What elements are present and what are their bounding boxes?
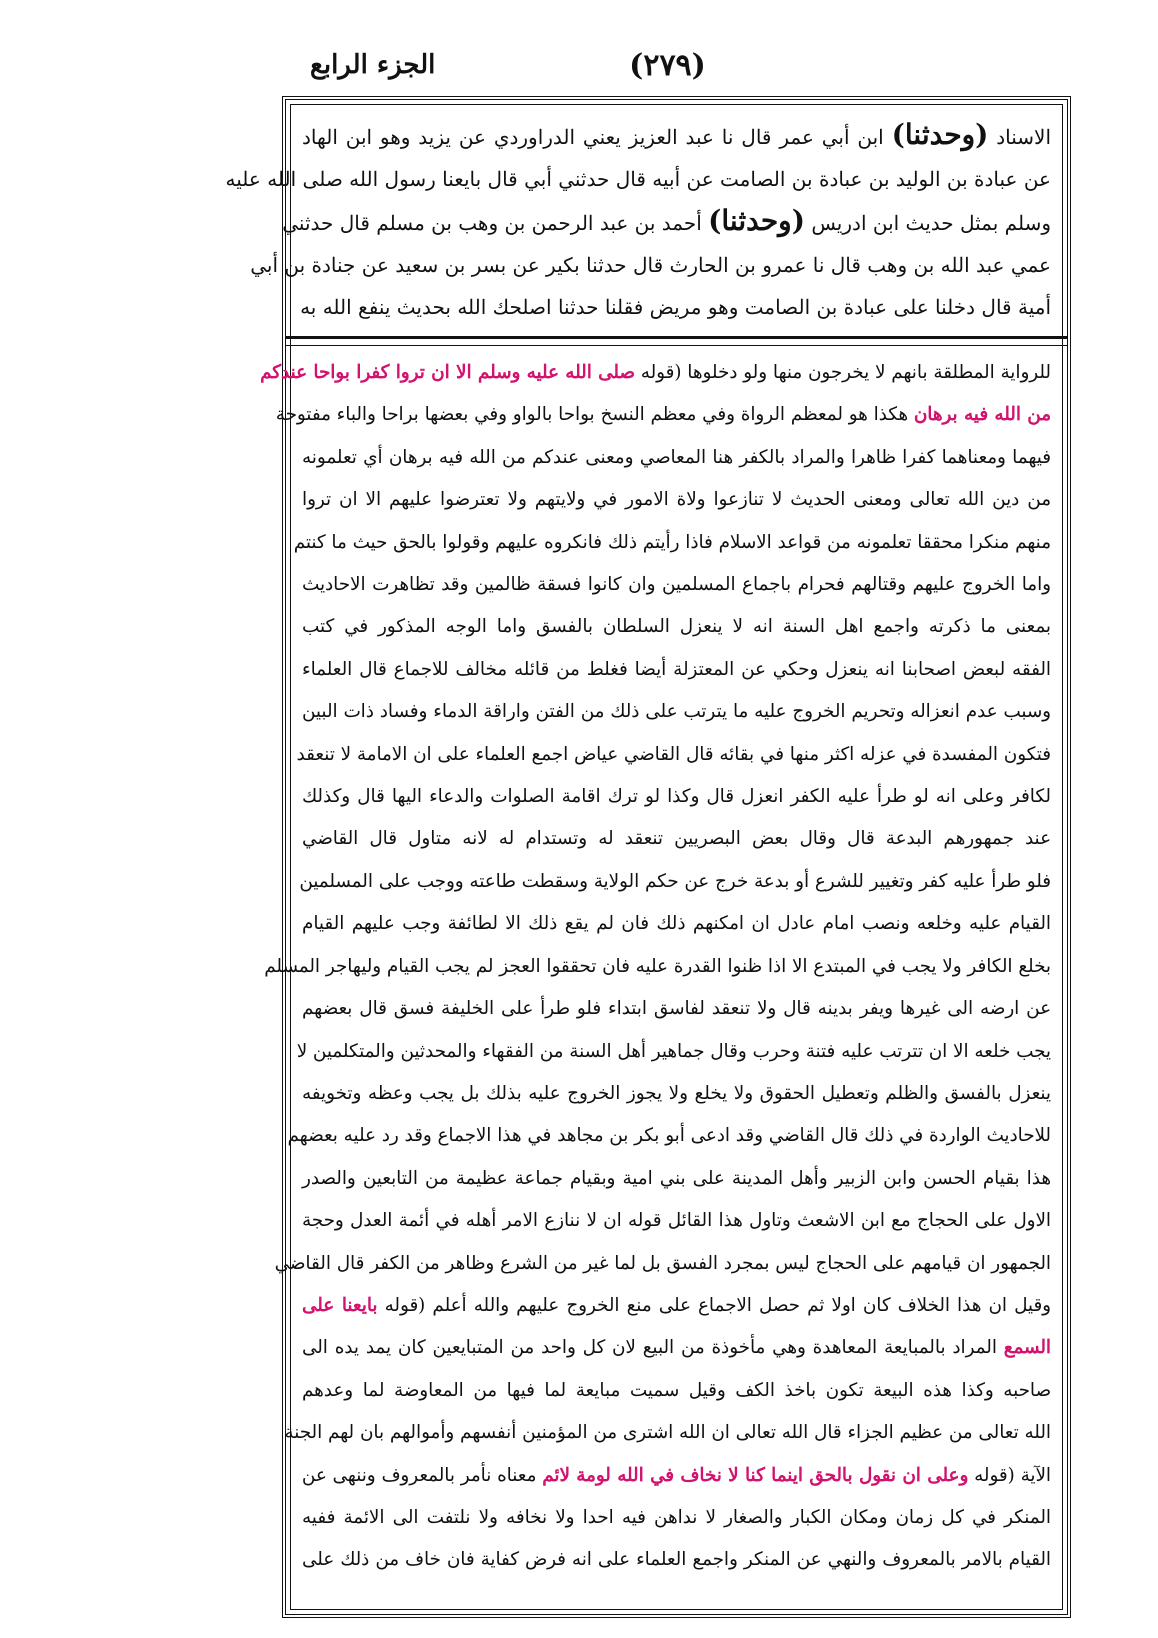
hadith-line — [282, 200, 1051, 244]
quoted-hadith-text: بايعنا على — [302, 1294, 378, 1316]
commentary-text: المراد بالمبايعة المعاهدة وهي مأخوذة من البيع لان كل واحد من المتبايعين كان يمد يده الى — [302, 1337, 997, 1359]
section-divider — [286, 336, 1067, 346]
page-frame — [225, 96, 1071, 1618]
commentary-line: للاحاديث الواردة في ذلك قال القاضي وقد ادعى أبو بكر بن مجاهد في هذا الاجماع وقد رد عليه بعضهم — [287, 1125, 1051, 1147]
commentary-line — [302, 1455, 1051, 1497]
commentary-text-block — [260, 352, 1061, 1606]
commentary-line: من دين الله تعالى ومعنى الحديث لا تنازعوا ولاة الامور في ولايتهم ولا تعترضوا عليهم الا ان تروا — [302, 489, 1051, 511]
commentary-line: عند جمهورهم البدعة قال وقال بعض البصريين تنعقد له وتستدام له لانه متاول قال القاضي — [302, 828, 1051, 850]
hadith-label: (وحدثنا) — [891, 118, 989, 151]
quoted-hadith-text: السمع — [1003, 1337, 1052, 1359]
hadith-label: (وحدثنا) — [708, 204, 805, 237]
commentary-line: عن ارضه الى غيرها ويفر بدينه قال ولا تنعقد لفاسق ابتداء فلو طرأ على الخليفة فسق قال بعضهم — [302, 998, 1051, 1020]
quoted-hadith-text: من الله فيه برهان — [913, 404, 1051, 426]
commentary-line: يجب خلعه الا ان تترتب عليه فتنة وحرب وقال جماهير أهل السنة من الفقهاء والمحدثين والمتكلمين لا — [296, 1040, 1051, 1062]
hadith-line: عن عبادة بن الوليد بن عبادة بن الصامت عن أبيه قال حدثني أبي قال بايعنا رسول الله صلى الله عليه — [225, 167, 1051, 191]
commentary-text: معناه نأمر بالمعروف وننهى عن — [301, 1464, 537, 1486]
hadith-text: الاسناد — [996, 125, 1052, 149]
page-header — [300, 44, 1035, 94]
commentary-line: الجمهور ان قيامهم على الحجاج ليس بمجرد الفسق بل لما غير من الشرع وظاهر من الكفر قال القاضي — [274, 1252, 1051, 1274]
commentary-line: الفقه لبعض اصحابنا انه ينعزل وحكي عن المعتزلة أيضا فغلط من قائله مخالف للاجماع قال العلماء — [302, 658, 1051, 680]
commentary-line: منهم منكرا محققا تعلمونه من قواعد الاسلام فاذا رأيتم ذلك فانكروه عليهم وقولوا بالحق حيث ما كنتم — [293, 531, 1051, 553]
commentary-text: للرواية المطلقة بانهم لا يخرجون منها ولو دخلوها (قوله — [640, 362, 1051, 383]
commentary-line — [302, 1327, 1051, 1369]
commentary-line: بخلع الكافر ولا يجب في المبتدع الا اذا ظنوا القدرة عليه فان تحققوا العجز لم يجب القيام وليهاجر المسلم — [264, 955, 1051, 977]
hadith-text-block — [225, 108, 1061, 323]
commentary-text: الآية (قوله — [974, 1464, 1051, 1486]
commentary-line: فلو طرأ عليه كفر وتغيير للشرع أو بدعة خرج عن حكم الولاية وسقطت طاعته ووجب على المسلمين — [299, 870, 1051, 892]
commentary-text: وقيل ان هذا الخلاف كان اولا ثم حصل الاجماع على منع الخروج عليهم والله أعلم (قوله — [384, 1294, 1052, 1316]
page-number: (٢٧٩) — [629, 48, 706, 83]
commentary-line: المنكر في كل زمان ومكان الكبار والصغار لا نداهن فيه احدا ولا نخافه ولا نلتفت الى الائمة ففيه — [302, 1506, 1051, 1528]
commentary-line — [260, 352, 1051, 394]
quoted-hadith-text: وعلى ان نقول بالحق اينما كنا لا نخاف في الله لومة لائم — [542, 1464, 969, 1486]
hadith-line — [302, 114, 1051, 158]
commentary-line: القيام بالامر بالمعروف والنهي عن المنكر واجمع العلماء على انه فرض كفاية فان خاف من ذلك على — [302, 1549, 1051, 1571]
commentary-line: فتكون المفسدة في عزله اكثر منها في بقائه قال القاضي عياض اجمع العلماء على ان الامامة لا تنعقد — [296, 743, 1051, 765]
commentary-line: الله تعالى من عظيم الجزاء قال الله تعالى ان الله اشترى من المؤمنين أنفسهم وأموالهم بان لهم الجنة — [284, 1422, 1051, 1444]
commentary-line: واما الخروج عليهم وقتالهم فحرام باجماع المسلمين وان كانوا فسقة ظالمين وقد تظاهرت الاحاديث — [302, 574, 1051, 596]
commentary-line — [302, 1285, 1051, 1327]
commentary-line: ينعزل بالفسق والظلم وتعطيل الحقوق ولا يخلع ولا يجوز الخروج عليه بذلك بل يجب وعظه وتخويفه — [302, 1082, 1051, 1104]
quoted-hadith-text: صلى الله عليه وسلم الا ان تروا كفرا بواحا عندكم — [260, 362, 635, 383]
hadith-text: أحمد بن عبد الرحمن بن وهب بن مسلم قال حدثني — [282, 211, 702, 235]
commentary-text: هكذا هو لمعظم الرواة وفي معظم النسخ بواحا بالواو وفي بعضها براحا والباء مفتوحة — [275, 404, 909, 426]
commentary-line: القيام عليه وخلعه ونصب امام عادل ان امكنهم ذلك فان لم يقع ذلك الا لطائفة وجب عليهم القيام — [302, 913, 1051, 935]
commentary-line: صاحبه وكذا هذه البيعة تكون باخذ الكف وقيل سميت مبايعة لما فيها من المعاوضة لما وعدهم — [302, 1379, 1051, 1401]
commentary-line — [275, 394, 1051, 436]
commentary-line: هذا بقيام الحسن وابن الزبير وأهل المدينة على بني امية وبقيام جماعة عظيمة من التابعين والصدر — [302, 1167, 1051, 1189]
hadith-text: وسلم بمثل حديث ابن ادريس — [811, 211, 1051, 235]
commentary-line: فيهما ومعناهما كفرا ظاهرا والمراد بالكفر هنا المعاصي ومعنى عندكم من الله فيه برهان أي تعلمونه — [302, 446, 1051, 468]
commentary-line: وسبب عدم انعزاله وتحريم الخروج عليه ما يترتب على ذلك من الفتن واراقة الدماء وفساد ذات البين — [302, 701, 1051, 723]
commentary-line: الاول على الحجاج مع ابن الاشعث وتاول هذا القائل قوله ان لا ننازع الامر أهله في أئمة العدل وحجة — [302, 1210, 1051, 1232]
commentary-line: بمعنى ما ذكرته واجمع اهل السنة انه لا ينعزل السلطان بالفسق واما الوجه المذكور في كتب — [302, 616, 1051, 638]
commentary-line: لكافر وعلى انه لو طرأ عليه الكفر انعزل قال وكذا لو ترك اقامة الصلوات والدعاء اليها قال وكذلك — [302, 786, 1051, 808]
hadith-line: أمية قال دخلنا على عبادة بن الصامت وهو مريض فقلنا حدثنا اصلحك الله بحديث ينفع الله به — [300, 295, 1051, 319]
part-title: الجزء الرابع — [310, 50, 436, 80]
hadith-line: عمي عبد الله بن وهب قال نا عمرو بن الحارث قال حدثنا بكير عن بسر بن سعيد عن جنادة بن أبي — [250, 253, 1051, 277]
hadith-text: ابن أبي عمر قال نا عبد العزيز يعني الدراوردي عن يزيد وهو ابن الهاد — [302, 125, 884, 149]
